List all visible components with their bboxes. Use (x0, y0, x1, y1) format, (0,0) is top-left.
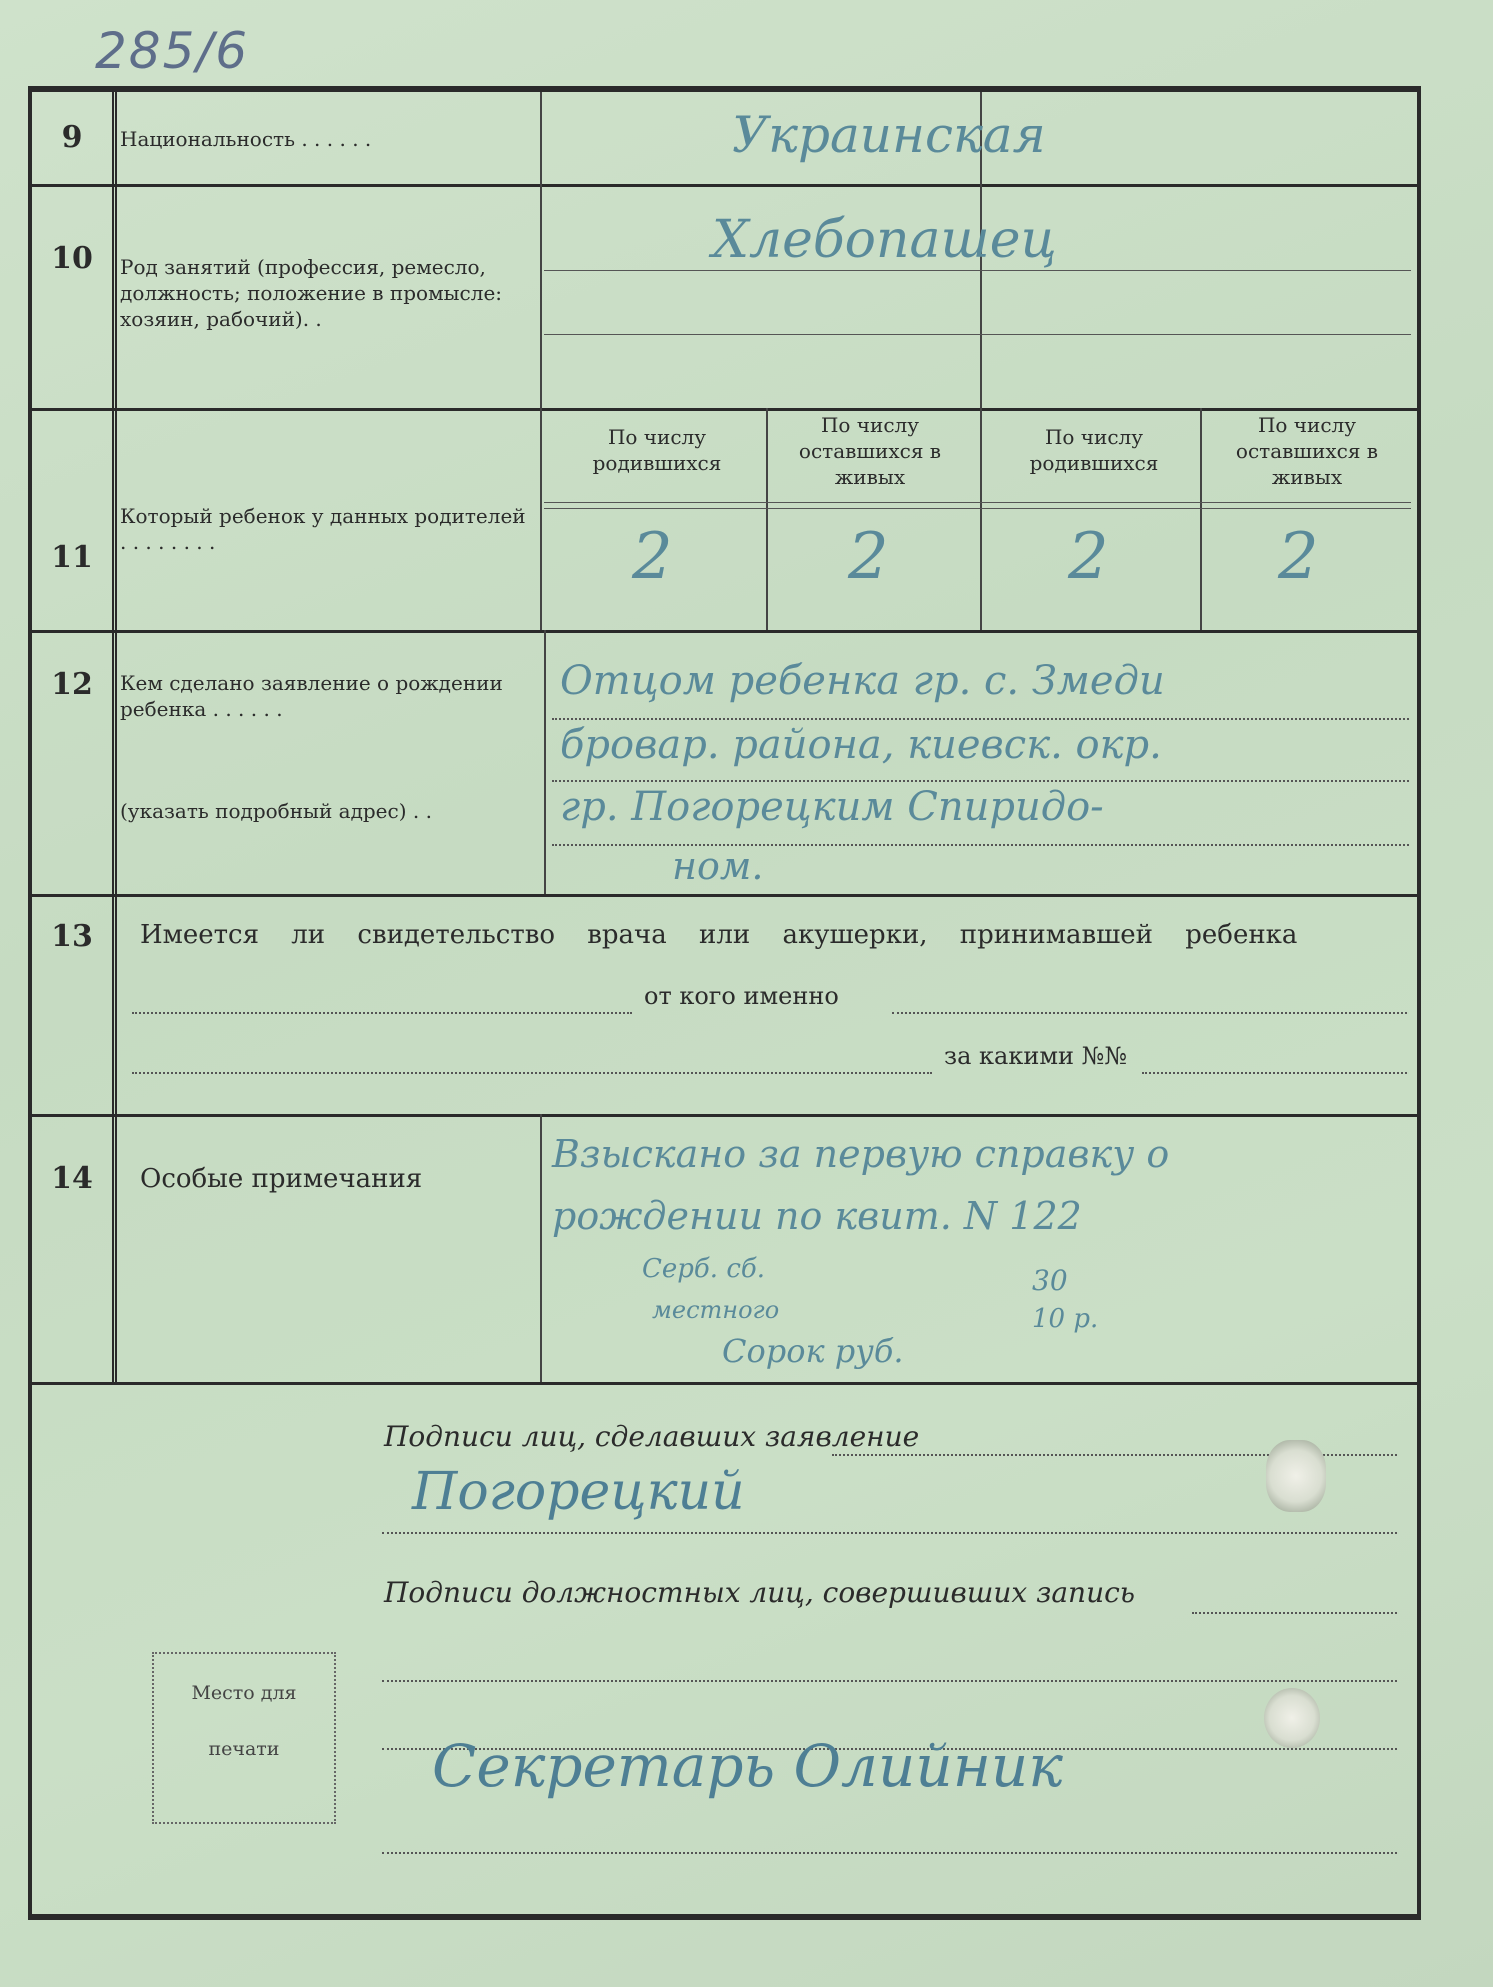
row-number: 10 (32, 184, 117, 408)
row-number: 9 (32, 92, 117, 184)
value-2: 2 (848, 520, 889, 594)
value-1: 2 (632, 520, 673, 594)
col-header-3: По числу родившихся (1029, 425, 1159, 475)
note-line-3: Серб. сб. (642, 1254, 766, 1284)
value-3: 2 (1068, 520, 1109, 594)
stamp-place (152, 1652, 336, 1824)
certificate-from-whom: от кого именно (644, 982, 839, 1010)
row-number: 13 (32, 894, 117, 1114)
hand-line-1: Отцом ребенка гр. с. Змеди (560, 658, 1165, 704)
row-label: Особые примечания (140, 1164, 423, 1194)
row-occupation (32, 184, 1417, 411)
row-label: Род занятий (профессия, ремесло, должность; положение в промысле: хозяин, рабочий). . (120, 255, 503, 331)
note-line-4: местного (652, 1296, 780, 1324)
note-line-2: рождении по квит. N 122 (552, 1194, 1082, 1238)
row-number: 11 (32, 468, 117, 630)
hand-line-4: ном. (672, 844, 764, 888)
certificate-question: Имеется ли свидетельство врача или акушерки, принимавшей ребенка (140, 920, 1298, 950)
note-line-6: 30 (1032, 1264, 1068, 1297)
row-nationality (32, 92, 1417, 187)
row-number: 12 (32, 630, 117, 894)
declarants-label: Подписи лиц, сделавших заявление (384, 1420, 920, 1453)
row-label: Национальность . . . . . . (120, 127, 372, 151)
row-child-order (32, 408, 1417, 633)
row-label-address: (указать подробный адрес) . . (120, 799, 432, 823)
stamp-label-1: Место для (191, 1682, 297, 1704)
hand-line-2: бровар. района, киевск. окр. (560, 722, 1162, 768)
binding-hole-2 (1264, 1688, 1320, 1748)
col-header-4: По числу оставшихся в живых (1235, 413, 1379, 489)
col-header-1: По числу родившихся (592, 425, 722, 475)
value-4: 2 (1278, 520, 1319, 594)
document-number: 285/6 (95, 22, 250, 80)
binding-hole-1 (1266, 1440, 1326, 1512)
row-number: 14 (32, 1114, 117, 1382)
note-line-7: 10 р. (1032, 1304, 1099, 1334)
note-line-5: Сорок руб. (722, 1332, 904, 1370)
officials-label: Подписи должностных лиц, совершивших запись (384, 1576, 1136, 1609)
note-line-1: Взыскано за первую справку о (552, 1132, 1170, 1176)
stamp-label-2: печати (208, 1738, 280, 1760)
record-form (28, 86, 1421, 1920)
official-signature: Секретарь Олийник (432, 1732, 1063, 1800)
row-label: Который ребенок у данных родителей . . . . . . . . (120, 504, 526, 554)
hand-line-3: гр. Погорецким Спиридо- (560, 784, 1104, 830)
row-declarant (32, 630, 1417, 897)
certificate-numbers: за какими №№ (944, 1042, 1128, 1070)
handwritten-value: Украинская (732, 106, 1046, 164)
row-label: Кем сделано заявление о рождении ребенка . . . . . . (120, 671, 503, 721)
handwritten-value: Хлебопашец (712, 210, 1057, 270)
row-notes (32, 1114, 1417, 1385)
col-header-2: По числу оставшихся в живых (798, 413, 942, 489)
declarant-signature: Погорецкий (412, 1462, 745, 1522)
row-certificate (32, 894, 1417, 1117)
